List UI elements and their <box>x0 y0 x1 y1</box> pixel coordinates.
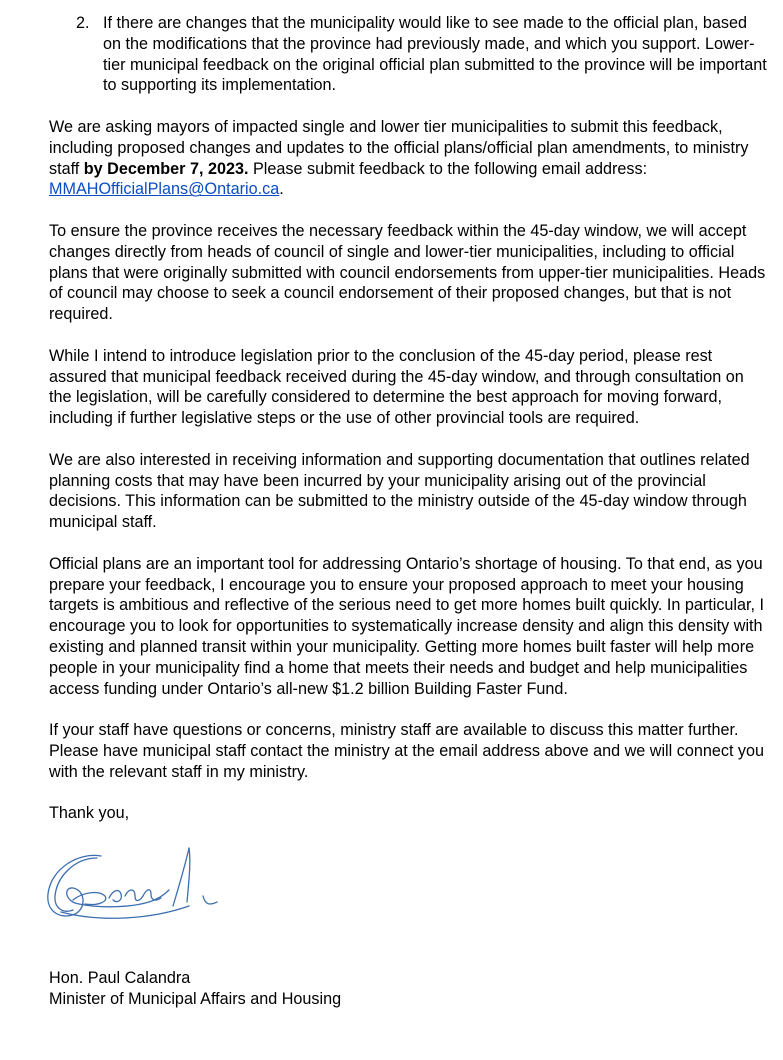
numbered-list-item <box>49 13 769 96</box>
paragraph-text: Please submit feedback to the following email address: <box>248 159 648 178</box>
deadline-bold: by December 7, 2023. <box>83 159 249 178</box>
letter-body <box>49 13 769 1010</box>
paragraph-official-plans: Official plans are an important tool for addressing Ontario’s shortage of housing. To that end, as you prepare your feedback, I encourage you to ensure your proposed approach to meet your housing targets is ambitious and reflective of the serious need to get more homes built quickly. In particular, I encourage you to look for opportunities to systematically increase density and align this density with existing and planned transit within your municipality. Getting more homes built faster will help more people in your municipality find a home that meets their needs and budget and help municipalities access funding under Ontario’s all-new $1.2 billion Building Faster Fund. <box>49 554 765 698</box>
list-item-number: 2. <box>76 14 90 32</box>
email-link[interactable]: MMAHOfficialPlans@Ontario.ca <box>49 180 280 199</box>
paragraph-legislation: While I intend to introduce legislation prior to the conclusion of the 45-day period, please rest assured that municipal feedback received during the 45-day window, and through consultation on the legislation, will be carefully considered to determine the best approach for moving forward, including if further legislative steps or the use of other provincial tools are required. <box>49 346 744 428</box>
handwritten-signature <box>39 842 239 942</box>
paragraph-staff-contact: If your staff have questions or concerns, ministry staff are available to discuss this matter further. Please have municipal staff contact the ministry at the email address above and we will connect you with the relevant staff in my ministry. <box>49 721 765 781</box>
list-item-text: If there are changes that the municipality would like to see made to the official plan, based on the modifications that the province had previously made, and which you support. Lower-tier municipal feedback on the original official plan submitted to the province will be important to supporting its implementation. <box>103 14 767 95</box>
signer-block <box>49 968 769 1010</box>
paragraph-text: . <box>279 180 284 199</box>
closing-line: Thank you, <box>49 804 130 823</box>
paragraph-45-day-window: To ensure the province receives the necessary feedback within the 45-day window, we will accept changes directly from heads of council of single and lower-tier municipalities, including to official plans that were originally submitted with council endorsements from upper-tier municipalities. Heads of council may choose to seek a council endorsement of their proposed changes, but that is not required. <box>49 221 766 324</box>
paragraph-text: We are asking mayors of impacted single and lower tier municipalities to submit this feedback, including proposed changes and updates to the official plans/official plan amendments, to ministry staff <box>49 117 749 178</box>
signature-drawing <box>39 842 239 942</box>
signer-name: Hon. Paul Calandra <box>49 969 191 988</box>
paragraph-feedback-request <box>49 117 769 200</box>
signer-title: Minister of Municipal Affairs and Housing <box>49 989 342 1008</box>
paragraph-planning-costs: We are also interested in receiving information and supporting documentation that outlines related planning costs that may have been incurred by your municipality arising out of the provincial decisions. This information can be submitted to the ministry outside of the 45-day window through municipal staff. <box>49 450 750 532</box>
